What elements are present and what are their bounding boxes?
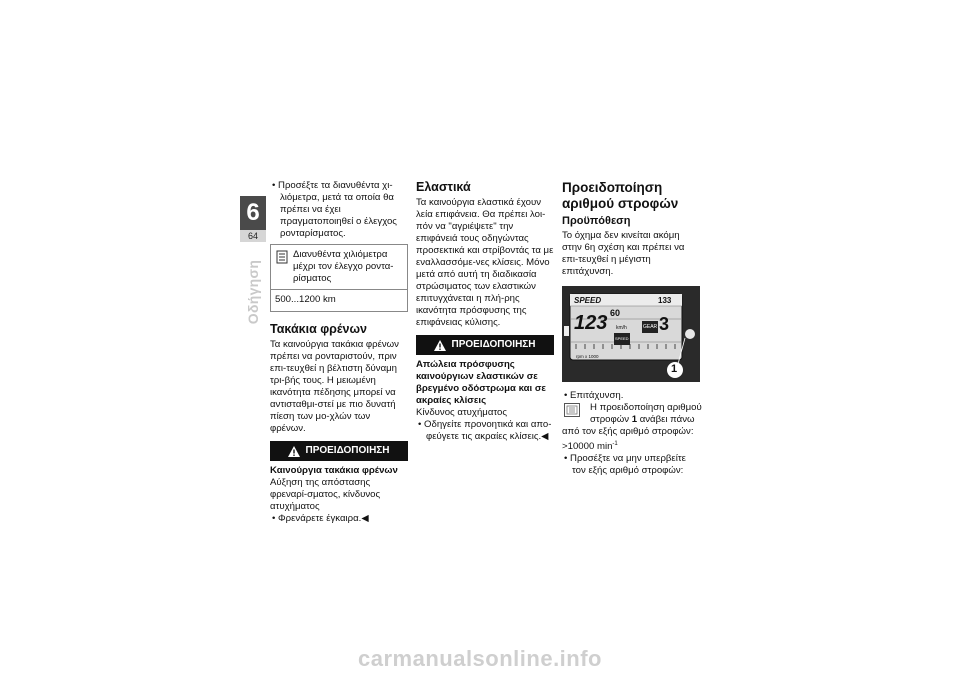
warning-body: Αύξηση της απόστασης φρεναρί-σματος, κίνδυνος ατυχήματος [270, 477, 381, 512]
body-text: Τα καινούργια ελαστικά έχουν λεία επιφάνεια. Θα πρέπει λοι-πόν να "αγριέψετε" την επιφάνειά τους οδηγώντας προσεκτικά και στρίβοντάς τα με εναλλασσόμε-νες κλίσεις. Μόνο μετά από αυτή τη διαδικασία στρώσιματος των ελαστικών επιτυγχάνεται η πλή-ρης ικανότητα πρόσφυσης της επιφάνειας κύλισης. [416, 197, 554, 328]
instrument-cluster-image [562, 286, 700, 382]
warning-banner: ΠΡΟΕΙΔΟΠΟΙΗΣΗ [270, 441, 408, 461]
dash-speed-unit: km/h [616, 325, 627, 331]
note-text: Η προειδοποίηση αριθμού στροφών 1 ανάβει πάνω [590, 402, 702, 425]
section-heading: Τακάκια φρένων [270, 322, 368, 336]
chapter-number: 6 [240, 196, 266, 230]
column-3 [562, 180, 702, 477]
warning-body: Κίνδυνος ατυχήματος [416, 407, 507, 418]
dash-small-value: 60 [610, 308, 621, 318]
column-1 [270, 180, 408, 525]
bullet-item: • Οδηγείτε προνοητικά και απο-φεύγετε τις ακραίες κλίσεις.◀ [418, 419, 552, 442]
dash-callout-number: 1 [671, 363, 678, 375]
chapter-label: Οδήγηση [245, 259, 261, 325]
bullet-item: • Προσέξτε τα διανυθέντα χι-λιόμετρα, μετά τα οποία θα πρέπει να έχει πραγματοποιηθεί ο έλεγχος ρονταρίσματος. [272, 180, 397, 239]
dash-trip-value: 133 [658, 296, 672, 305]
watermark: carmanualsonline.info [358, 646, 602, 671]
subheading: Προϋπόθεση [562, 215, 631, 227]
warning-title: Απώλεια πρόσφυσης καινούργιων ελαστικών σε βρεγμένο οδόστρωμα και σε ακραίες κλίσεις [416, 359, 546, 406]
dash-speed-tag: SPEED [614, 333, 630, 345]
column-2 [416, 180, 554, 443]
note-row [562, 402, 702, 426]
chapter-tab [240, 196, 266, 344]
bullet-item: • Προσέξτε να μην υπερβείτε τον εξής αριθμό στροφών: [564, 453, 686, 477]
dash-speed-value: 123 [574, 312, 608, 334]
warning-banner: ΠΡΟΕΙΔΟΠΟΙΗΣΗ [416, 335, 554, 355]
spec-text: Διανυθέντα χιλιόμετρα μέχρι τον έλεγχο ροντα-ρίσματος [293, 249, 394, 284]
body-text: Το όχημα δεν κινείται ακόμη στην 6η σχέση και πρέπει να επι-τευχθεί η μέγιστη επιτάχυνση. [562, 230, 685, 277]
section-heading: Ελαστικά [416, 180, 471, 194]
body-text: Τα καινούργια τακάκια φρένων πρέπει να ρονταριστούν, πριν επι-τευχθεί η βέλτιστη δύναμη τρι-βής τους. Η μειωμένη ικανότητα πέδησης μπορεί να αντισταθμι-στεί με πιο δυνατή πίεση των μο-χλών των φρένων. [270, 339, 399, 434]
rpm-gauge-icon [564, 403, 580, 417]
dash-speed-label: SPEED [574, 296, 602, 305]
section-heading: Προειδοποίηση αριθμού στροφών [562, 180, 679, 211]
page-number: 64 [240, 230, 266, 242]
bullet-item: • Επιτάχυνση. [564, 390, 624, 401]
note-continuation: από τον εξής αριθμό στροφών: [562, 426, 694, 437]
dash-rpm-label: rpm x 1000 [576, 354, 599, 359]
end-marker-icon: ◀ [361, 513, 369, 524]
end-marker-icon: ◀ [541, 431, 549, 442]
dash-gear-value: 3 [659, 314, 670, 334]
odometer-icon [276, 250, 288, 264]
warning-icon [434, 340, 446, 351]
rpm-threshold: >10000 $\min^{-1}$ [562, 441, 618, 453]
bullet-item: • Φρενάρετε έγκαιρα.◀ [272, 513, 369, 524]
warning-icon [288, 446, 300, 457]
dash-gear-label: GEAR [642, 321, 658, 333]
spec-box [270, 244, 408, 312]
spec-value: 500...1200 km [275, 294, 336, 305]
warning-title: Καινούργια τακάκια φρένων [270, 465, 398, 476]
